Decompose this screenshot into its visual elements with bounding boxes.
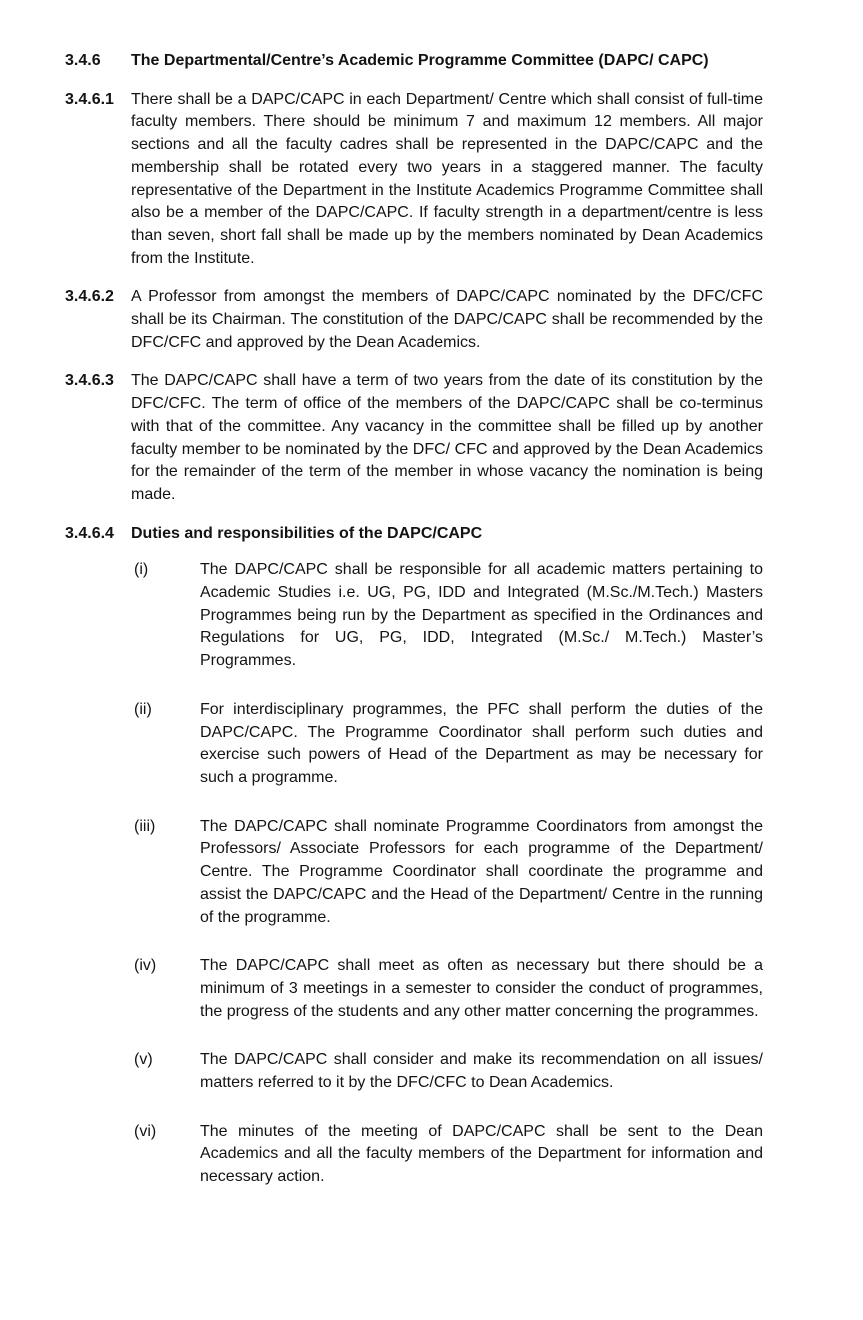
list-item-label: (iii) (134, 817, 156, 835)
list-item-label: (vi) (134, 1122, 157, 1140)
list-item-label: (v) (134, 1051, 153, 1069)
section-3-4-6-1 (65, 89, 763, 271)
list-item-text: The minutes of the meeting of DAPC/CAPC shall be sent to the Dean Academics and all the faculty members of the Department for information and necessary action. (200, 1122, 763, 1186)
list-item (131, 955, 763, 1023)
section-number: 3.4.6.4 (65, 524, 114, 542)
section-heading-text: The Departmental/Centre’s Academic Programme Committee (DAPC/ CAPC) (131, 52, 709, 69)
section-paragraph: A Professor from amongst the members of DAPC/CAPC nominated by the DFC/CFC shall be its Chairman. The constitution of the DAPC/CAPC shall be recommended by the DFC/CFC and approved by the Dean Academics. (131, 288, 763, 351)
section-3-4-6-4 (65, 523, 763, 546)
list-item (131, 816, 763, 930)
section-3-4-6-3 (65, 370, 763, 506)
list-item-label: (i) (134, 561, 149, 579)
list-item-text: The DAPC/CAPC shall be responsible for all academic matters pertaining to Academic Studies i.e. UG, PG, IDD and Integrated (M.Sc./M.Tech.) Masters Programmes being run by the Department as specified in the Ordinances and Regulations for UG, PG, IDD, Integrated (M.Sc./ M.Tech.) Master’s Programmes. (200, 561, 763, 670)
list-item-text: The DAPC/CAPC shall nominate Programme Coordinators from amongst the Professors/ Associate Professors for each programme of the Department/ Centre. The Programme Coordinator shall coordinate the programme and assist the DAPC/CAPC and the Head of the Department/ Centre in the running of the programme. (200, 817, 763, 926)
list-item-label: (iv) (134, 957, 157, 975)
list-item-label: (ii) (134, 700, 152, 718)
list-item (131, 1049, 763, 1094)
list-item-text: The DAPC/CAPC shall meet as often as necessary but there should be a minimum of 3 meetings in a semester to consider the conduct of programmes, the progress of the students and any other matter concerning the programmes. (200, 957, 763, 1020)
list-item-text: The DAPC/CAPC shall consider and make its recommendation on all issues/ matters referred to it by the DFC/CFC to Dean Academics. (200, 1051, 763, 1092)
section-paragraph: The DAPC/CAPC shall have a term of two years from the date of its constitution by the DFC/CFC. The term of office of the members of the DAPC/CAPC shall be co-terminus with that of the committee. Any vacancy in the committee shall be filled up by another faculty member to be nominated by the DFC/ CFC and approved by the Dean Academics for the remainder of the term of the member in whose vacancy the nomination is being made. (131, 372, 763, 503)
section-number: 3.4.6 (65, 52, 101, 69)
list-item (131, 1121, 763, 1189)
list-item (131, 699, 763, 790)
duties-list (65, 559, 763, 1188)
section-paragraph: There shall be a DAPC/CAPC in each Department/ Centre which shall consist of full-time faculty members. There should be minimum 7 and maximum 12 members. All major sections and all the faculty cadres shall be represented in the DAPC/CAPC and the membership shall be rotated every two years in a staggered manner. The faculty representative of the Department in the Institute Academics Programme Committee shall also be a member of the DAPC/CAPC. If faculty strength in a department/centre is less than seven, short fall shall be made up by the members nominated by Dean Academics from the Institute. (131, 90, 763, 267)
list-item (131, 559, 763, 673)
section-number: 3.4.6.1 (65, 90, 114, 108)
section-3-4-6-2 (65, 286, 763, 354)
section-number: 3.4.6.3 (65, 372, 114, 390)
list-item-text: For interdisciplinary programmes, the PFC shall perform the duties of the DAPC/CAPC. The Programme Coordinator shall perform such duties and exercise such powers of Head of the Department as may be necessary for such a programme. (200, 700, 763, 786)
section-number: 3.4.6.2 (65, 288, 114, 306)
section-3-4-6 (65, 50, 763, 73)
section-heading-text: Duties and responsibilities of the DAPC/CAPC (131, 524, 483, 542)
